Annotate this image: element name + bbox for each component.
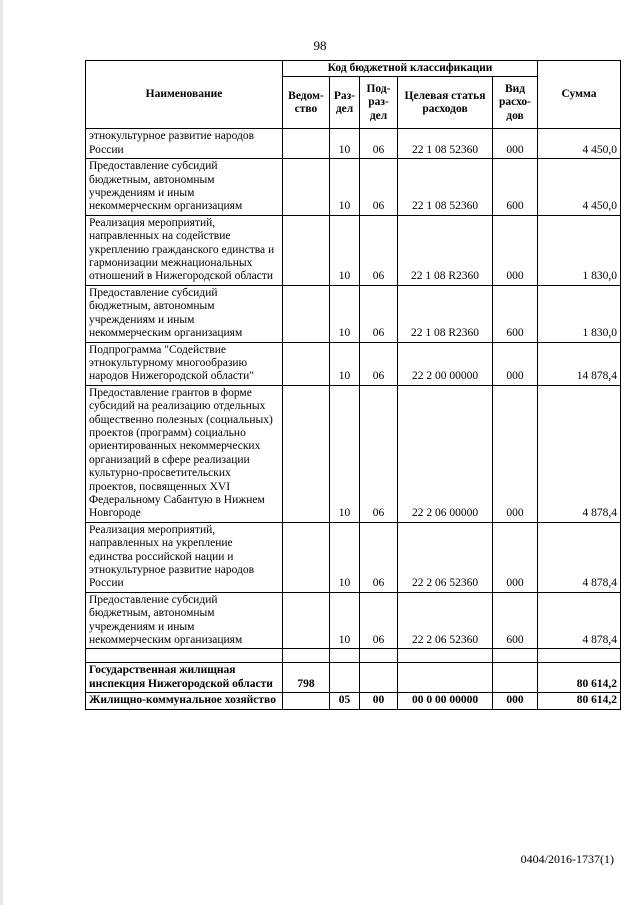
table-row	[86, 385, 621, 522]
cell-target: 22 2 00 00000	[398, 342, 493, 385]
cell-type: 000	[493, 342, 538, 385]
cell-dept	[283, 592, 330, 649]
cell-dept	[283, 129, 330, 159]
cell-target	[398, 649, 493, 663]
header-dept: Ведом-ство	[283, 77, 330, 129]
cell-section: 10	[330, 129, 360, 159]
cell-subsection: 06	[360, 522, 398, 592]
cell-section: 10	[330, 592, 360, 649]
cell-section: 10	[330, 215, 360, 285]
cell-target: 22 2 06 00000	[398, 385, 493, 522]
cell-name: Подпрограмма "Содействие этнокультурному многообразию народов Нижегородской области"	[86, 342, 283, 385]
cell-dept	[283, 342, 330, 385]
page-number: 98	[313, 38, 327, 53]
table-row	[86, 285, 621, 342]
cell-type: 600	[493, 285, 538, 342]
cell-sum: 80 614,2	[538, 693, 621, 709]
cell-sum: 1 830,0	[538, 215, 621, 285]
cell-name: Предоставление субсидий бюджетным, автономным учреждениям и иным некоммерческим организациям	[86, 159, 283, 216]
cell-subsection: 06	[360, 129, 398, 159]
cell-subsection: 06	[360, 385, 398, 522]
cell-subsection: 06	[360, 159, 398, 216]
cell-name	[86, 649, 283, 663]
cell-target: 22 1 08 52360	[398, 159, 493, 216]
cell-subsection: 06	[360, 592, 398, 649]
table-row	[86, 649, 621, 663]
header-target: Целевая статья расходов	[398, 77, 493, 129]
cell-sum: 1 830,0	[538, 285, 621, 342]
cell-sum: 4 878,4	[538, 522, 621, 592]
header-name: Наименование	[86, 61, 283, 129]
cell-section: 10	[330, 342, 360, 385]
cell-type: 000	[493, 522, 538, 592]
table-row	[86, 215, 621, 285]
cell-section: 10	[330, 385, 360, 522]
cell-name: Предоставление субсидий бюджетным, автономным учреждениям и иным некоммерческим организациям	[86, 285, 283, 342]
table-row	[86, 663, 621, 693]
cell-name: Предоставление субсидий бюджетным, автономным учреждениям и иным некоммерческим организациям	[86, 592, 283, 649]
cell-section: 10	[330, 285, 360, 342]
cell-sum: 4 878,4	[538, 385, 621, 522]
cell-type: 000	[493, 215, 538, 285]
table-row	[86, 129, 621, 159]
cell-name: этнокультурное развитие народов России	[86, 129, 283, 159]
cell-dept	[283, 285, 330, 342]
header-type: Вид расхо-дов	[493, 77, 538, 129]
cell-target: 22 2 06 52360	[398, 592, 493, 649]
cell-name: Реализация мероприятий, направленных на содействие укреплению гражданского единства и гармонизации межнациональных отношений в Нижегородской области	[86, 215, 283, 285]
cell-subsection: 00	[360, 693, 398, 709]
header-classification: Код бюджетной классификации	[283, 61, 538, 77]
cell-target: 22 1 08 R2360	[398, 285, 493, 342]
scan-edge	[0, 0, 3, 905]
cell-subsection	[360, 663, 398, 693]
cell-subsection: 06	[360, 285, 398, 342]
cell-dept	[283, 215, 330, 285]
cell-dept	[283, 649, 330, 663]
cell-section	[330, 649, 360, 663]
cell-dept	[283, 385, 330, 522]
cell-section: 10	[330, 159, 360, 216]
cell-section: 05	[330, 693, 360, 709]
cell-type	[493, 649, 538, 663]
cell-target: 00 0 00 00000	[398, 693, 493, 709]
cell-type	[493, 663, 538, 693]
cell-subsection: 06	[360, 342, 398, 385]
cell-target	[398, 663, 493, 693]
table-row	[86, 159, 621, 216]
cell-sum: 4 878,4	[538, 592, 621, 649]
cell-type: 600	[493, 592, 538, 649]
cell-subsection	[360, 649, 398, 663]
cell-type: 000	[493, 385, 538, 522]
table-row	[86, 592, 621, 649]
table-row	[86, 342, 621, 385]
cell-type: 000	[493, 129, 538, 159]
cell-dept	[283, 693, 330, 709]
budget-table	[85, 60, 621, 710]
cell-target: 22 1 08 R2360	[398, 215, 493, 285]
cell-sum: 14 878,4	[538, 342, 621, 385]
header-section: Раз-дел	[330, 77, 360, 129]
cell-subsection: 06	[360, 215, 398, 285]
cell-sum: 4 450,0	[538, 159, 621, 216]
cell-type: 000	[493, 693, 538, 709]
table-row	[86, 693, 621, 709]
cell-dept	[283, 522, 330, 592]
cell-sum: 80 614,2	[538, 663, 621, 693]
cell-name: Реализация мероприятий, направленных на укрепление единства российской нации и этнокультурное развитие народов России	[86, 522, 283, 592]
cell-name: Государственная жилищная инспекция Нижегородской области	[86, 663, 283, 693]
cell-dept	[283, 159, 330, 216]
header-subsection: Под-раз-дел	[360, 77, 398, 129]
cell-type: 600	[493, 159, 538, 216]
document-code: 0404/2016-1737(1)	[520, 852, 614, 866]
cell-sum: 4 450,0	[538, 129, 621, 159]
cell-section: 10	[330, 522, 360, 592]
table-row	[86, 522, 621, 592]
table-body	[86, 129, 621, 709]
cell-target: 22 1 08 52360	[398, 129, 493, 159]
header-sum: Сумма	[538, 61, 621, 129]
cell-dept: 798	[283, 663, 330, 693]
cell-target: 22 2 06 52360	[398, 522, 493, 592]
cell-name: Предоставление грантов в форме субсидий на реализацию отдельных общественно полезных (социальных) проектов (программ) социально ориентированных некоммерческих организаций в сфере реализации культурно-просветительских проектов, посвященных XVI Федеральному Сабантую в Нижнем Новгороде	[86, 385, 283, 522]
cell-sum	[538, 649, 621, 663]
cell-section	[330, 663, 360, 693]
cell-name: Жилищно-коммунальное хозяйство	[86, 693, 283, 709]
